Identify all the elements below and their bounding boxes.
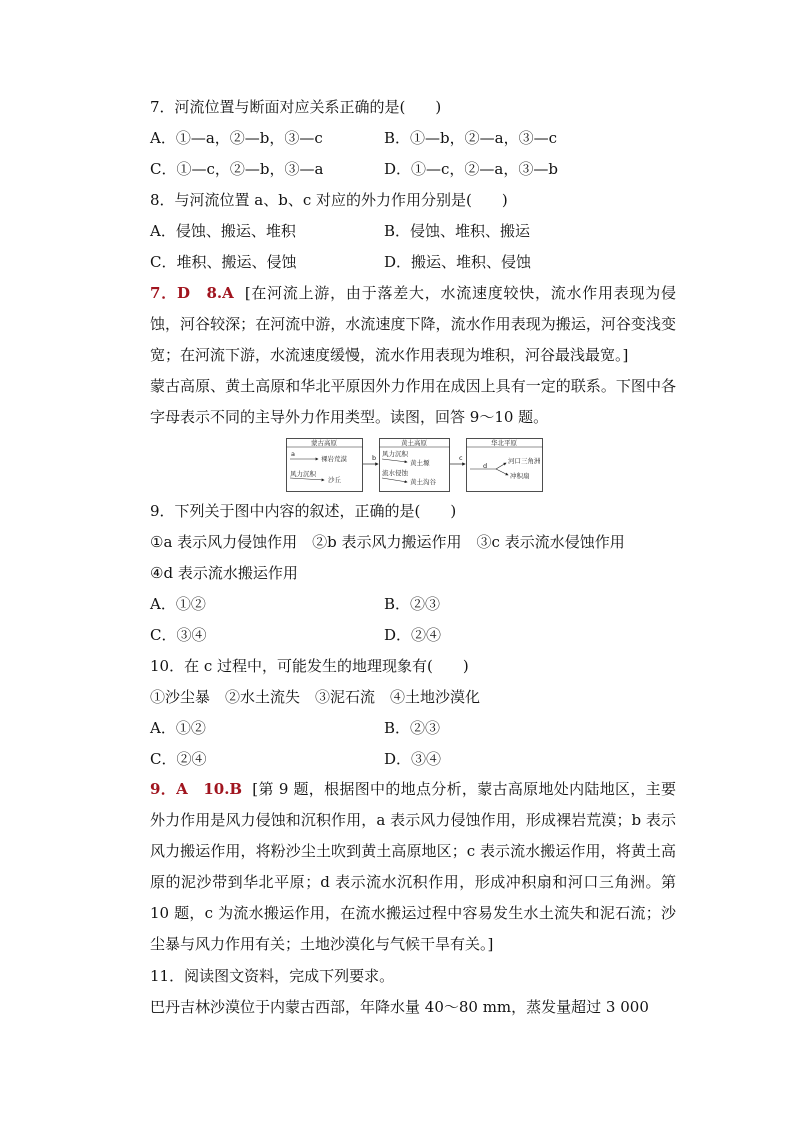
label-a: a	[291, 450, 295, 458]
box2-item-4: 黄土沟谷	[410, 478, 436, 486]
box2-item-2: 黄土塬	[410, 459, 430, 467]
label-d: d	[483, 462, 488, 470]
answer-9-10	[150, 774, 676, 960]
intro-9-10: 蒙古高原、黄土高原和华北平原因外力作用在成因上具有一定的联系。下图中各字母表示不同的主导外力作用类型。读图，回答 9～10 题。	[150, 377, 676, 426]
box1-title: 蒙古高原	[311, 439, 337, 447]
q10-option-b: B．②③	[384, 719, 441, 737]
box3-title: 华北平原	[491, 439, 517, 447]
box1-item-3: 风力沉积	[290, 470, 316, 478]
label-c: c	[459, 454, 463, 462]
q8-option-a: A．侵蚀、搬运、堆积	[150, 222, 296, 240]
q10-statements: ①沙尘暴 ②水土流失 ③泥石流 ④土地沙漠化	[150, 688, 481, 706]
answer-key-9-10: 9．A 10.B	[150, 780, 243, 798]
q9-option-b: B．②③	[384, 595, 441, 613]
q9-option-d: D．②④	[384, 626, 442, 644]
q8-option-c: C．堆积、搬运、侵蚀	[150, 253, 297, 271]
q7-option-b: B．①—b，②—a，③—c	[384, 129, 557, 147]
box2-item-3: 流水侵蚀	[382, 469, 408, 477]
q9-option-a: A．①②	[150, 595, 206, 613]
answer-explanation-7-8: [在河流上游，由于落差大，水流速度较快，流水作用表现为侵蚀，河谷较深；在河流中游，水流速度下降，流水作用表现为搬运，河谷变浅变宽；在河流下游，水流速度缓慢，流水作用表现为堆积，河谷最浅最宽。]	[150, 284, 676, 364]
q7-option-a: A．①—a，②—b，③—c	[150, 129, 323, 147]
box2-item-1: 风力沉积	[382, 450, 408, 458]
answer-key-7-8: 7．D 8.A	[150, 284, 234, 302]
q8-stem: 8．与河流位置 a、b、c 对应的外力作用分别是( )	[150, 191, 508, 209]
box3-item-2: 冲积扇	[510, 472, 530, 480]
q7-stem: 7．河流位置与断面对应关系正确的是( )	[150, 98, 442, 116]
label-b: b	[372, 454, 377, 462]
q10-option-d: D．③④	[384, 750, 442, 768]
q7-option-d: D．①—c，②—a，③—b	[384, 160, 558, 178]
q11-material: 巴丹吉林沙漠位于内蒙古西部，年降水量 40～80 mm，蒸发量超过 3 000	[150, 998, 649, 1016]
q9-stem: 9．下列关于图中内容的叙述，正确的是( )	[150, 502, 457, 520]
q10-option-c: C．②④	[150, 750, 207, 768]
q9-statements-line1: ①a 表示风力侵蚀作用 ②b 表示风力搬运作用 ③c 表示流水侵蚀作用	[150, 533, 625, 551]
q10-stem: 10．在 c 过程中，可能发生的地理现象有( )	[150, 657, 469, 675]
q8-option-b: B．侵蚀、堆积、搬运	[384, 222, 531, 240]
answer-explanation-9-10: [第 9 题，根据图中的地点分析，蒙古高原地处内陆地区，主要外力作用是风力侵蚀和沉积作用，a 表示风力侵蚀作用，形成裸岩荒漠；b 表示风力搬运作用，将粉沙尘土吹到黄土高原地区；c 表示流水搬运作用，将黄土高原的泥沙带到华北平原；d 表示流水沉积作用，形成冲积扇和河口三角洲。第 10 题，c 为流水搬运作用，在流水搬运过程中容易发生水土流失和泥石流；沙尘暴与风力作用有关；土地沙漠化与气候干旱有关。]	[150, 780, 676, 953]
q9-option-c: C．③④	[150, 626, 207, 644]
q10-option-a: A．①②	[150, 719, 206, 737]
q11-stem: 11．阅读图文资料，完成下列要求。	[150, 967, 395, 985]
geomorphology-flow-diagram	[286, 438, 570, 492]
box1-item-2: 沙丘	[328, 476, 341, 484]
q8-option-d: D．搬运、堆积、侵蚀	[384, 253, 532, 271]
box3-item-1: 河口三角洲	[508, 457, 541, 465]
box1-item-1: 裸岩荒漠	[321, 455, 347, 463]
q9-statements-line2: ④d 表示流水搬运作用	[150, 564, 298, 582]
q7-option-c: C．①—c，②—b，③—a	[150, 160, 324, 178]
box2-title: 黄土高原	[401, 439, 427, 447]
answer-7-8	[150, 278, 676, 371]
